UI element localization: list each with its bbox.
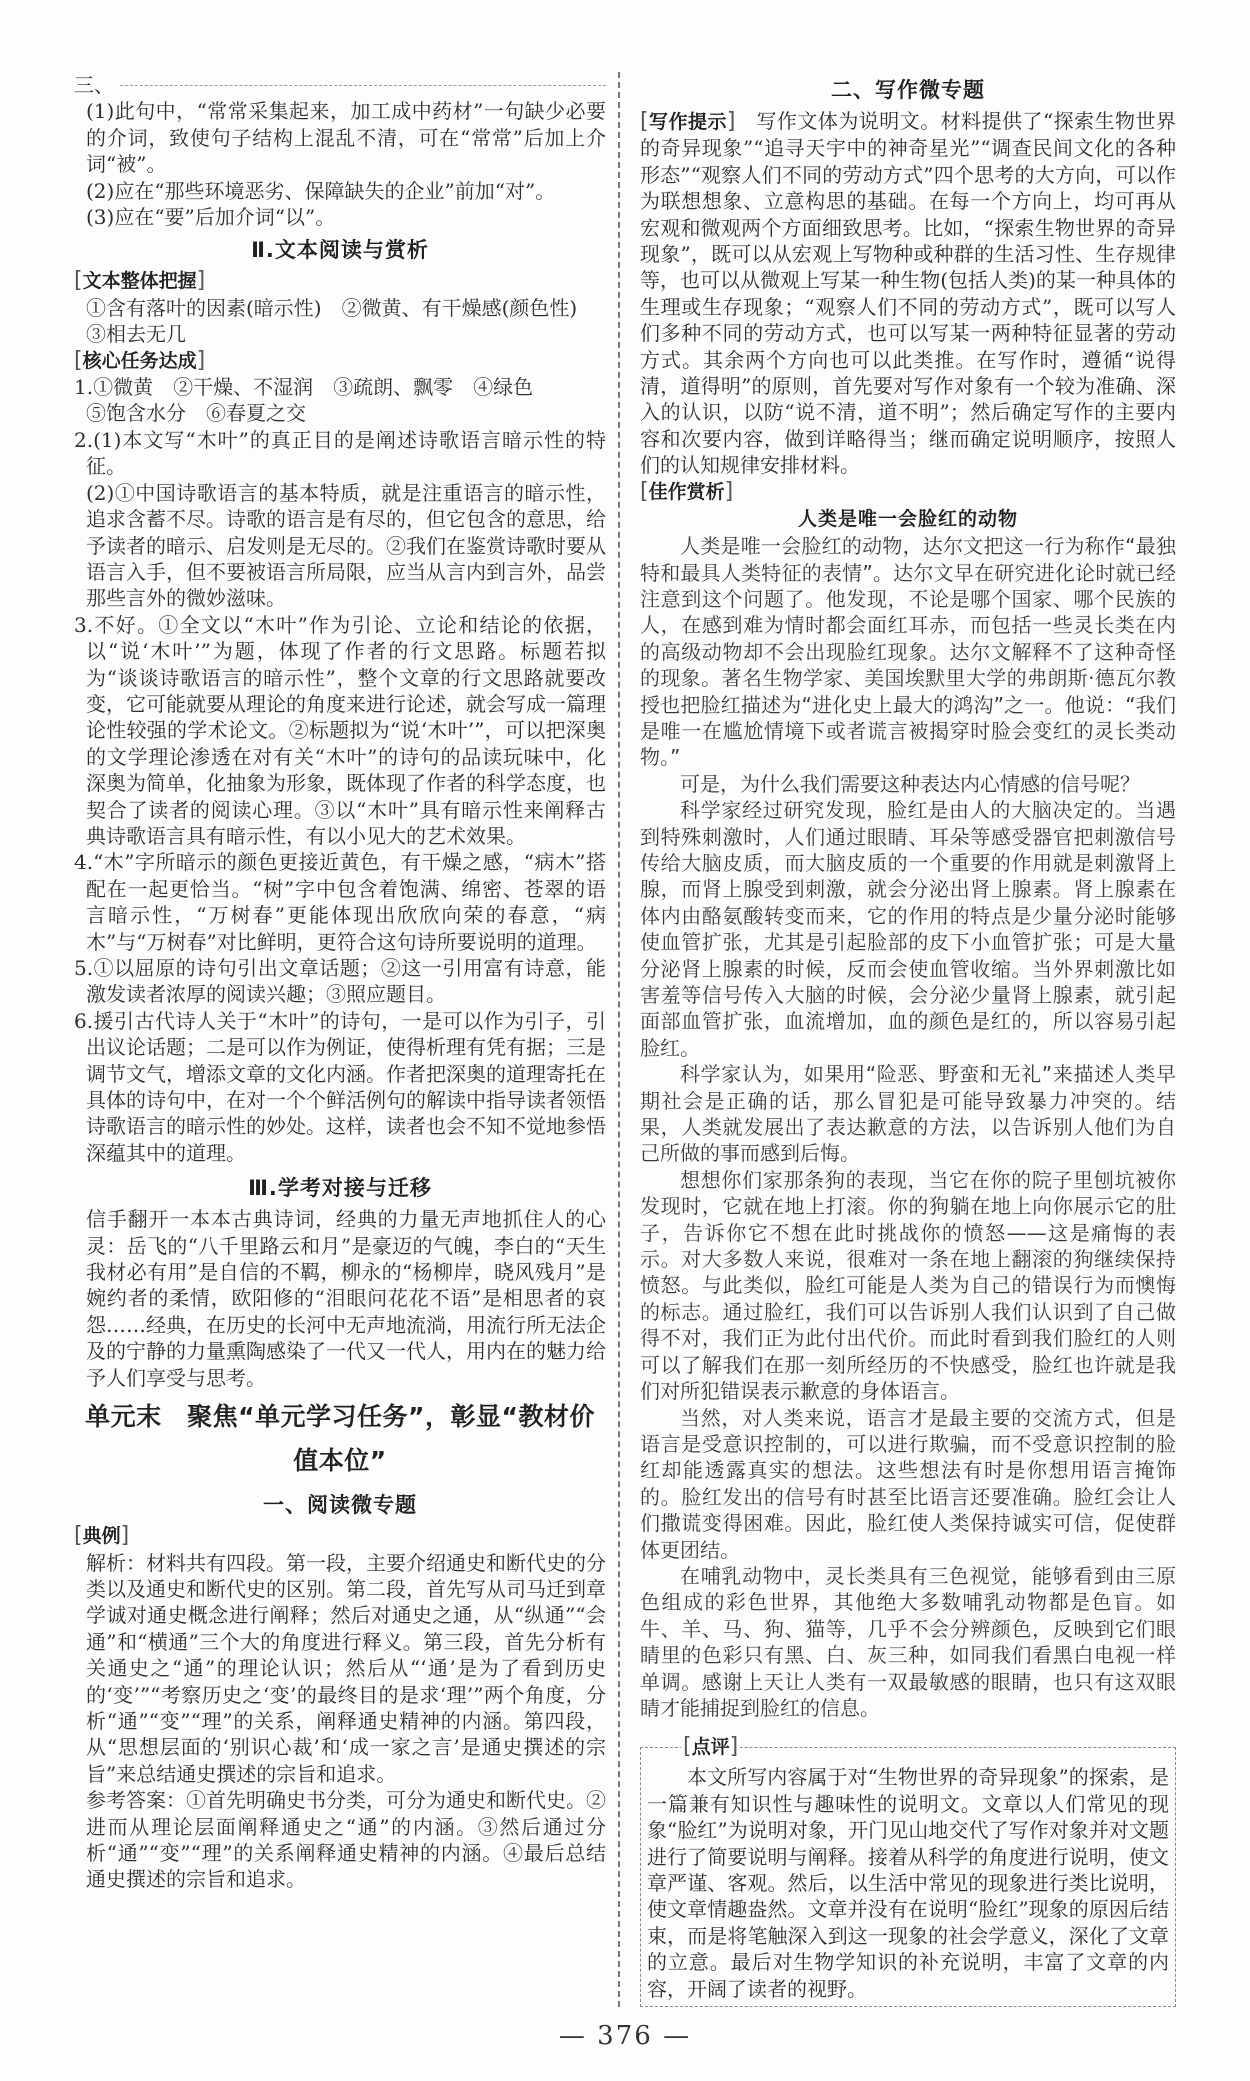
- answer-item: (2)①中国诗歌语言的基本特质，就是注重语言的暗示性，追求含蓄不尽。诗歌的语言是有尽的，但它包含的意思，给予读者的暗示、启发则是无尽的。②我们在鉴赏诗歌时要从语言入手，但不要被语言所局限，应当从言内到言外，品尝那些言外的微妙滋味。: [86, 480, 606, 611]
- answer-item: ③相去无几: [86, 322, 186, 347]
- writing-heading: 二、写作微专题: [831, 78, 985, 102]
- section-3-header: [74, 72, 606, 98]
- page-number: — 376 —: [558, 2021, 692, 2052]
- essay-paragraph: 想想你们家那条狗的表现，当它在你的院子里刨坑被你发现时，它就在地上打滚。你的狗躺在地上向你展示它的肚子，告诉你它不想在此时挑战你的愤怒——这是痛悔的表示。对大多数人来说，很难对一条在地上翻滚的狗继续保持愤怒。与此类似，脸红可能是人类为自己的错误行为而懊悔的标志。通过脸红，我们可以告诉别人我们认识到了自己做得不对，我们正为此付出代价。而此时看到我们脸红的人则可以了解我们在那一刻所经历的不快感受，脸红也许就是我们对所犯错误表示歉意的身体语言。: [640, 1167, 1176, 1404]
- essay-paragraph: 可是，为什么我们需要这种表达内心情感的信号呢？: [680, 771, 1140, 796]
- answer-item: (3)应在“要”后加介词“以”。: [86, 205, 336, 230]
- essay-title: 人类是唯一会脸红的动物: [797, 508, 1018, 531]
- answer-text: 参考答案：①首先明确史书分类，可分为通史和断代史。②进而从理论层面阐释通史之“通”的内涵。③然后通过分析“通”“变”“理”的关系阐释通史精神的内涵。④最后总结通史撰述的宗旨和追求。: [86, 1788, 606, 1892]
- core-task-label: [核心任务达成]: [74, 347, 206, 373]
- right-column: [620, 72, 1176, 2007]
- appreciation-label: [佳作赏析]: [640, 478, 734, 504]
- section-3-label: 三、: [74, 73, 114, 97]
- answer-item: 6.援引古代诗人关于“木叶”的诗句，一是可以作为引子，引出议论话题；二是可以作为例证，使得析理有凭有据；三是调节文气，增添文章的文化内涵。作者把深奥的道理寄托在具体的诗句中，在对一个个鲜活例句的解读中指导读者领悟诗歌语言的暗示性的妙处。这样，读者也会不知不觉地参悟深蕴其中的道理。: [74, 1008, 606, 1165]
- answer-item: 4.“木”字所暗示的颜色更接近黄色，有干燥之感，“病木”搭配在一起更恰当。“树”字中包含着饱满、绵密、苍翠的语言暗示性，“万树春”更能体现出欣欣向荣的春意，“病木”与“万树春”对比鲜明，更符合这句诗所要说明的道理。: [74, 850, 606, 954]
- essay-paragraph: 当然，对人类来说，语言才是最主要的交流方式，但是语言是受意识控制的，可以进行欺骗，而不受意识控制的脸红却能透露真实的想法。这些想法有时是你想用语言掩饰的。脸红发出的信号有时甚至比语言还要准确。脸红会让人们撒谎变得困难。因此，脸红使人类保持诚实可信，促使群体更团结。: [640, 1405, 1176, 1562]
- comment-box: [640, 1734, 1176, 2007]
- essay-paragraph: 在哺乳动物中，灵长类具有三色视觉，能够看到由三原色组成的彩色世界，其他绝大多数哺乳动物都是色盲。如牛、羊、马、狗、猫等，几乎不会分辨颜色，反映到它们眼睛里的色彩只有黑、白、灰三种，如同我们看黑白电视一样单调。感谢上天让人类有一双最敏感的眼睛，也只有这双眼睛才能捕捉到脸红的信息。: [640, 1563, 1176, 1720]
- answer-item: (2)应在“那些环境恶劣、保障缺失的企业”前加“对”。: [86, 178, 556, 203]
- comment-label: [点评]: [683, 1734, 739, 1760]
- analysis-text: 解析：材料共有四段。第一段，主要介绍通史和断代史的分类以及通史和断代史的区别。第二段，首先写从司马迁到章学诚对通史概念进行阐释；然后对通史之通，从“纵通”“会通”和“横通”三个大的角度进行释义。第三段，首先分析有关通史之“通”的理论认识；然后从“‘通’是为了看到历史的‘变’”“考察历史之‘变’的最终目的是求‘理’”两个角度，分析“通”“变”“理”的关系，阐释通史精神的内涵。第四段，从“思想层面的‘别识心裁’和‘成一家之言’是通史撰述的宗旨”来总结通史撰述的宗旨和追求。: [86, 1550, 606, 1786]
- essay-paragraph: 科学家经过研究发现，脸红是由人的大脑决定的。当遇到特殊刺激时，人们通过眼睛、耳朵等感受器官把刺激信号传给大脑皮质，而大脑皮质的一个重要的作用就是刺激肾上腺，而肾上腺受到刺激，就会分泌出肾上腺素。肾上腺素在体内由酪氨酸转变而来，它的作用的特点是少量分泌时能够使血管扩张，尤其是引起脸部的皮下小血管扩张；可是大量分泌肾上腺素的时候，反而会使血管收缩。当外界刺激比如害羞等信号传入大脑的时候，会分泌少量肾上腺素，就引起面部血管扩张，血流增加，血的颜色是红的，所以容易引起脸红。: [640, 798, 1176, 1060]
- answer-item: ①含有落叶的因素(暗示性) ②微黄、有干燥感(颜色性): [86, 295, 578, 320]
- part-3-heading: Ⅲ.学考对接与迁移: [248, 1176, 432, 1201]
- writing-tip: [写作提示] 写作文体为说明文。材料提供了“探索生物世界的奇异现象”“追寻天宇中的神奇星光”“调查民间文化的各种形态”“观察人们不同的劳动方式”四个思考的大方向，可以作为联想想象、立意构思的基础。在每一个方向上，均可再从宏观和微观两个方面细致思考。比如，“探索生物世界的奇异现象”，既可以从宏观上写物种或种群的生活习性、生存规律等，也可以从微观上写某一种生物(包括人类)的某一种具体的生理或生存现象；“观察人们不同的劳动方式”，既可以写人们多种不同的劳动方式，也可以写某一两种特征显著的劳动方式。其余两个方向也可以此类推。在写作时，遵循“说得清，道得明”的原则，首先要对写作对象有一个较为准确、深入的认识，以防“说不清，道不明”；然后确定写作的主要内容和次要内容，做到详略得当；继而确定说明顺序，按照人们的认知规律安排材料。: [640, 109, 1176, 478]
- answer-item: 5.①以屈原的诗句引出文章话题；②这一引用富有诗意，能激发读者浓厚的阅读兴趣；③照应题目。: [74, 956, 606, 1007]
- overall-label: [文本整体把握]: [74, 268, 206, 294]
- comment-text: 本文所写内容属于对“生物世界的奇异现象”的探索，是一篇兼有知识性与趣味性的说明文。文章以人们常见的现象“脸红”为说明对象，开门见山地交代了写作对象并对文题进行了简要说明与阐释。接着从科学的角度进行说明，使文章严谨、客观。然后，以生活中常见的现象进行类比说明，使文章情趣盎然。文章并没有在说明“脸红”现象的原因后结束，而是将笔触深入到这一现象的社会学意义，深化了文章的立意。最后对生物学知识的补充说明，丰富了文章的内容，开阔了读者的视野。: [647, 1765, 1169, 2001]
- answer-item: 1.①微黄 ②干燥、不湿润 ③疏朗、飘零 ④绿色: [74, 375, 534, 400]
- left-column: [74, 72, 620, 2007]
- answer-item: 3.不好。①全文以“木叶”作为引论、立论和结论的依据，以“说‘木叶’”为题，体现了作者的行文思路。标题若拟为“谈谈诗歌语言的暗示性”，整个文章的行文思路就要改变，它可能就要从理论的角度来进行论述，就会写成一篇理论性较强的学术论文。②标题拟为“说‘木叶’”，可以把深奥的文学理论渗透在对有关“木叶”的诗句的品读玩味中，化深奥为简单，化抽象为形象，既体现了作者的科学态度，也契合了读者的阅读心理。③以“木叶”具有暗示性来阐释古典诗歌语言具有暗示性，有以小见大的艺术效果。: [74, 612, 606, 848]
- answer-item: ⑤饱含水分 ⑥春夏之交: [86, 401, 306, 426]
- unit-heading: 单元末 聚焦“单元学习任务”，彰显“教材价值本位”: [85, 1402, 595, 1476]
- part-2-heading: Ⅱ.文本阅读与赏析: [251, 238, 429, 263]
- part-3-text: 信手翻开一本本古典诗词，经典的力量无声地抓住人的心灵：岳飞的“八千里路云和月”是豪迈的气魄，李白的“天生我材必有用”是自信的不羁，柳永的“杨柳岸，晓风残月”是婉约者的柔情，欧阳修的“泪眼问花花不语”是相思者的哀怨……经典，在历史的长河中无声地流淌，用流行所无法企及的宁静的力量熏陶感染了一代又一代人，用内在的魅力给予人们享受与思考。: [86, 1207, 606, 1390]
- example-label: [典例]: [74, 1523, 130, 1549]
- essay-body: [640, 533, 1176, 1721]
- answer-item: 2.(1)本文写“木叶”的真正目的是阐述诗歌语言暗示性的特征。: [74, 427, 606, 479]
- essay-paragraph: 人类是唯一会脸红的动物，达尔文把这一行为称作“最独特和最具人类特征的表情”。达尔文早在研究进化论时就已经注意到这个问题了。他发现，不论是哪个国家、哪个民族的人，在感到难为情时都会面红耳赤，而包括一些灵长类在内的高级动物却不会出现脸红现象。达尔文解释不了这种奇怪的现象。著名生物学家、美国埃默里大学的弗朗斯·德瓦尔教授也把脸红描述为“进化史上最大的鸿沟”之一。他说：“我们是唯一在尴尬情境下或者谎言被揭穿时脸会变红的灵长类动物。”: [640, 534, 1176, 770]
- answer-item: (1)此句中，“常常采集起来，加工成中药材”一句缺少必要的介词，致使句子结构上混乱不清，可在“常常”后加上介词“被”。: [86, 99, 606, 177]
- reading-heading: 一、阅读微专题: [263, 1493, 417, 1518]
- writing-tip-label: [写作提示]: [640, 109, 736, 134]
- essay-paragraph: 科学家认为，如果用“险恶、野蛮和无礼”来描述人类早期社会是正确的话，那么冒犯是可能导致暴力冲突的。结果，人类就发展出了表达歉意的方法，以告诉别人他们为自己所做的事而感到后悔。: [640, 1062, 1176, 1166]
